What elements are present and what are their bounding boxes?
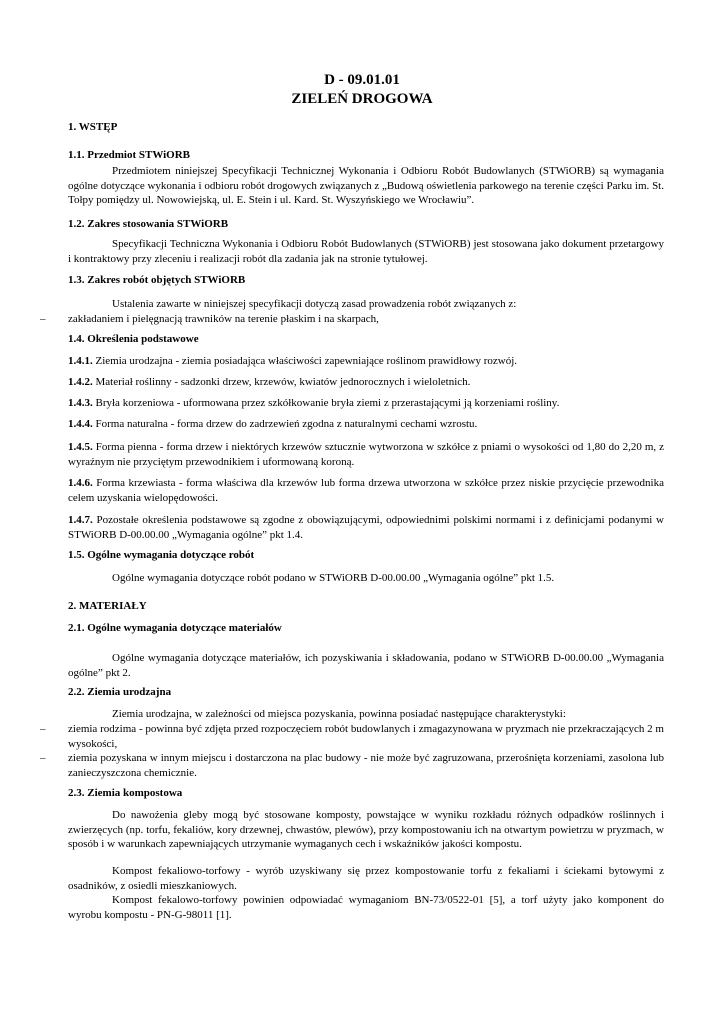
definition-1-4-6 xyxy=(68,476,664,505)
dash-marker: – xyxy=(40,313,46,325)
section-2-1-text: Ogólne wymagania dotyczące materiałów, ich pozyskiwania i składowania, podano w STWiORB D-00.00.00 „Wymagania ogólne” pkt 2. xyxy=(68,652,664,679)
section-1-3-list-item xyxy=(40,312,664,327)
section-2-1-heading: 2.1. Ogólne wymagania dotyczące materiałów xyxy=(68,622,282,634)
definition-number: 1.4.4. xyxy=(68,418,93,430)
section-1-2-heading: 1.2. Zakres stosowania STWiORB xyxy=(68,218,229,230)
definition-number: 1.4.6. xyxy=(68,477,93,489)
dash-marker: – xyxy=(40,723,46,735)
list-item-text: ziemia pozyskana w innym miejscu i dostarczona na plac budowy - nie może być zagruzowana, przerośnięta korzeniami, zasolona lub zanieczyszczona chemicznie. xyxy=(68,752,664,779)
section-1-4-heading: 1.4. Określenia podstawowe xyxy=(68,333,199,345)
definition-text: Materiał roślinny - sadzonki drzew, krzewów, kwiatów jednorocznych i wieloletnich. xyxy=(92,376,471,388)
section-2-heading: 2. MATERIAŁY xyxy=(68,600,147,612)
definition-number: 1.4.5. xyxy=(68,441,93,453)
definition-1-4-2 xyxy=(68,376,470,388)
definition-text: Forma pienna - forma drzew i niektórych krzewów sztucznie wytworzona w szkółce z pniami o wysokości od 1,80 do 2,20 m, z wyraźnym nie przyciętym przewodnikiem i uformowaną koroną. xyxy=(68,441,664,468)
definition-1-4-3 xyxy=(68,397,559,409)
definition-text: Pozostałe określenia podstawowe są zgodne z obowiązującymi, odpowiednimi polskimi normami i z definicjami podanymi w STWiORB D-00.00.00 „Wymagania ogólne” pkt 1.4. xyxy=(68,514,664,541)
document-title: ZIELEŃ DROGOWA xyxy=(291,91,433,107)
section-2-2-list-item xyxy=(40,722,664,751)
definition-number: 1.4.1. xyxy=(68,355,93,367)
definition-1-4-1 xyxy=(68,355,517,367)
section-2-2-list-item xyxy=(40,751,664,780)
definition-text: Bryła korzeniowa - uformowana przez szkółkowanie bryła ziemi z przerastającymi ją korzeniami rośliny. xyxy=(92,397,560,409)
list-item-text: zakładaniem i pielęgnacją trawników na terenie płaskim i na skarpach, xyxy=(68,313,379,325)
section-2-3-paragraph-3: Kompost fekalowo-torfowy powinien odpowiadać wymaganiom BN-73/0522-01 [5], a torf użyty jako komponent do wyrobu kompostu - PN-G-98011 [1]. xyxy=(68,894,664,921)
section-1-5-heading: 1.5. Ogólne wymagania dotyczące robót xyxy=(68,549,255,561)
section-2-3-paragraph-2: Kompost fekaliowo-torfowy - wyrób uzyskiwany się przez kompostowanie torfu z fekaliami i ściekami bytowymi z osadników, z osiedli mieszkaniowych. xyxy=(68,865,664,892)
definition-number: 1.4.3. xyxy=(68,397,93,409)
section-2-3-paragraph-1: Do nawożenia gleby mogą być stosowane komposty, powstające w wyniku rozkładu różnych odpadków roślinnych i zwierzęcych (np. torfu, fekaliów, kory drzewnej, chwastów, plewów), przy kompostowaniu ich na otwartym powietrzu w pryzmach, w sposób i w warunkach zapewniających utrzymanie wymaganych cech i wskaźników jakości kompostu. xyxy=(68,809,664,850)
definition-text: Forma krzewiasta - forma właściwa dla krzewów lub forma drzewa utworzona w szkółce przez niskie przycięcie przewodnika celem uzyskania wielopędowości. xyxy=(68,477,664,504)
definition-1-4-7 xyxy=(68,513,664,542)
section-1-1-heading: 1.1. Przedmiot STWiORB xyxy=(68,149,191,161)
section-2-2-heading: 2.2. Ziemia urodzajna xyxy=(68,686,172,698)
section-2-3-heading: 2.3. Ziemia kompostowa xyxy=(68,787,183,799)
section-1-1-text: Przedmiotem niniejszej Specyfikacji Technicznej Wykonania i Odbioru Robót Budowlanych (STWiORB) są wymagania ogólne dotyczące wykonania i odbioru robót drogowych związanych z „Budową oświetlenia parkowego na terenie części Parku im. St. Tołpy pomiędzy ul. Nowowiejską, ul. E. Stein i ul. Kard. St. Wyszyńskiego we Wrocławiu”. xyxy=(68,165,664,206)
definition-number: 1.4.7. xyxy=(68,514,93,526)
definition-text: Ziemia urodzajna - ziemia posiadająca właściwości zapewniające roślinom prawidłowy rozwój. xyxy=(92,355,518,367)
section-1-5-text: Ogólne wymagania dotyczące robót podano w STWiORB D-00.00.00 „Wymagania ogólne” pkt 1.5. xyxy=(112,572,555,584)
definition-number: 1.4.2. xyxy=(68,376,93,388)
section-1-3-heading: 1.3. Zakres robót objętych STWiORB xyxy=(68,274,246,286)
section-1-heading: 1. WSTĘP xyxy=(68,121,118,133)
section-2-2-text: Ziemia urodzajna, w zależności od miejsca pozyskania, powinna posiadać następujące charakterystyki: xyxy=(112,708,566,720)
definition-text: Forma naturalna - forma drzew do zadrzewień zgodna z naturalnymi cechami wzrostu. xyxy=(92,418,478,430)
definition-1-4-5 xyxy=(68,440,664,469)
document-code: D - 09.01.01 xyxy=(324,72,400,88)
dash-marker: – xyxy=(40,752,46,764)
list-item-text: ziemia rodzima - powinna być zdjęta przed rozpoczęciem robót budowlanych i zmagazynowana w pryzmach nie przekraczających 2 m wysokości, xyxy=(68,723,664,750)
section-1-2-text: Specyfikacji Techniczna Wykonania i Odbioru Robót Budowlanych (STWiORB) jest stosowana jako dokument przetargowy i kontraktowy przy zleceniu i realizacji robót dla zadania jak na stronie tytułowej. xyxy=(68,238,664,265)
definition-1-4-4 xyxy=(68,418,477,430)
section-1-3-text: Ustalenia zawarte w niniejszej specyfikacji dotyczą zasad prowadzenia robót związanych z: xyxy=(112,298,517,310)
